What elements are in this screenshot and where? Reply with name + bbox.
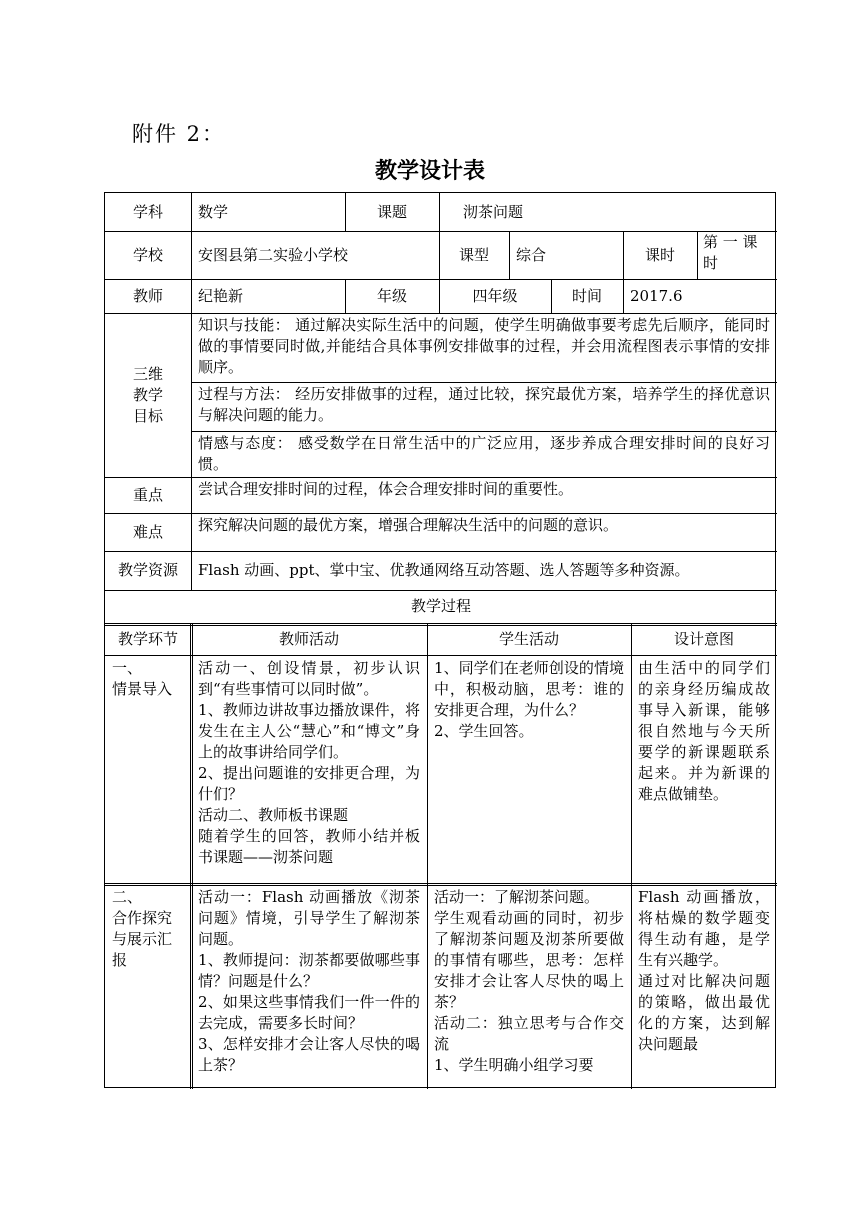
topic-label: 课题 [376,202,407,221]
school-value: 安图县第二实验小学校 [198,245,349,264]
grade-label: 年级 [376,286,407,305]
document-title: 教学设计表 [374,159,485,184]
header-student-activity: 学生活动 [498,629,559,648]
goal-process: 过程与方法： 经历安排做事的过程，通过比较，探究最优方案，培养学生的择优意识与解决问题的能力。 [198,385,770,424]
header-design-intent: 设计意图 [673,629,734,648]
stage2-teacher-activity: 活动一：Flash 动画播放《沏茶问题》情境，引导学生了解沏茶问题。 1、教师提问：沏茶都要做哪些事情？问题是什么？ 2、如果这些事情我们一件一件的去完成，需要多长时间？ 3、怎样安排才会让客人尽快的喝上茶？ [198,888,420,1074]
subject-label: 学科 [132,202,163,221]
subject-value: 数学 [198,202,229,221]
key-point-label: 重点 [132,485,163,504]
period-value: 第 一 课 时 [703,233,758,272]
teacher-value: 纪艳新 [198,286,244,305]
stage1-teacher-activity: 活动一、创设情景，初步认识到“有些事情可以同时做”。 1、教师边讲故事边播放课件，将发生在主人公“慧心”和“博文”身上的故事讲给同学们。 2、提出问题谁的安排更合理，为什们？ 活动二、教师板书课题 随着学生的回答，教师小结并板书课题——沏茶问题 [198,659,420,866]
key-point-text: 尝试合理安排时间的过程，体会合理安排时间的重要性。 [198,480,574,498]
topic-value: 沏茶问题 [463,202,524,221]
period-label: 课时 [644,245,675,264]
stage1-student-activity: 1、同学们在老师创设的情境中，积极动脑，思考：谁的安排更合理，为什么？ 2、学生回答。 [434,659,624,740]
teacher-label: 教师 [132,286,163,305]
attachment-label: 附件 2： [132,122,226,146]
goals-label: 三维 教学 目标 [132,364,163,425]
stage1-design-intent: 由生活中的同学们的亲身经历编成故事导入新课，能够很自然地与今天所要学的新课题联系起来。并为新课的难点做铺垫。 [638,659,770,803]
header-teacher-activity: 教师活动 [278,629,339,648]
stage2-name: 二、 合作探究与展示汇报 [112,888,173,969]
type-label: 课型 [458,245,489,264]
time-value: 2017.6 [630,286,683,305]
lesson-design-table [104,192,776,1088]
time-label: 时间 [571,286,602,305]
stage1-name: 一、 情景导入 [112,659,173,698]
difficulty-text: 探究解决问题的最优方案，增强合理解决生活中的问题的意识。 [198,516,619,534]
stage2-student-activity: 活动一：了解沏茶问题。 学生观看动画的同时，初步了解沏茶问题及沏茶所要做的事情有哪些，思考：怎样安排才会让客人尽快的喝上茶？ 活动二：独立思考与合作交流 1、学生明确小组学习要 [434,888,624,1074]
header-stage: 教学环节 [117,629,178,648]
grade-value: 四年级 [472,286,518,305]
difficulty-label: 难点 [132,522,163,541]
process-title: 教学过程 [410,597,471,615]
resources-label: 教学资源 [117,561,178,579]
stage2-design-intent: Flash 动画播放，将枯燥的数学题变得生动有趣，是学生有兴趣学。 通过对比解决问题的策略，做出最优化的方案，达到解决问题最 [638,888,770,1053]
type-value: 综合 [516,245,547,264]
goal-attitude: 情感与态度： 感受数学在日常生活中的广泛应用，逐步养成合理安排时间的良好习惯。 [198,434,770,473]
goal-knowledge: 知识与技能： 通过解决实际生活中的问题，使学生明确做事要考虑先后顺序，能同时做的事情要同时做,并能结合具体事例安排做事的过程，并会用流程图表示事情的安排顺序。 [198,316,770,376]
school-label: 学校 [132,245,163,264]
resources-text: Flash 动画、ppt、掌中宝、优教通网络互动答题、选人答题等多种资源。 [198,561,690,579]
